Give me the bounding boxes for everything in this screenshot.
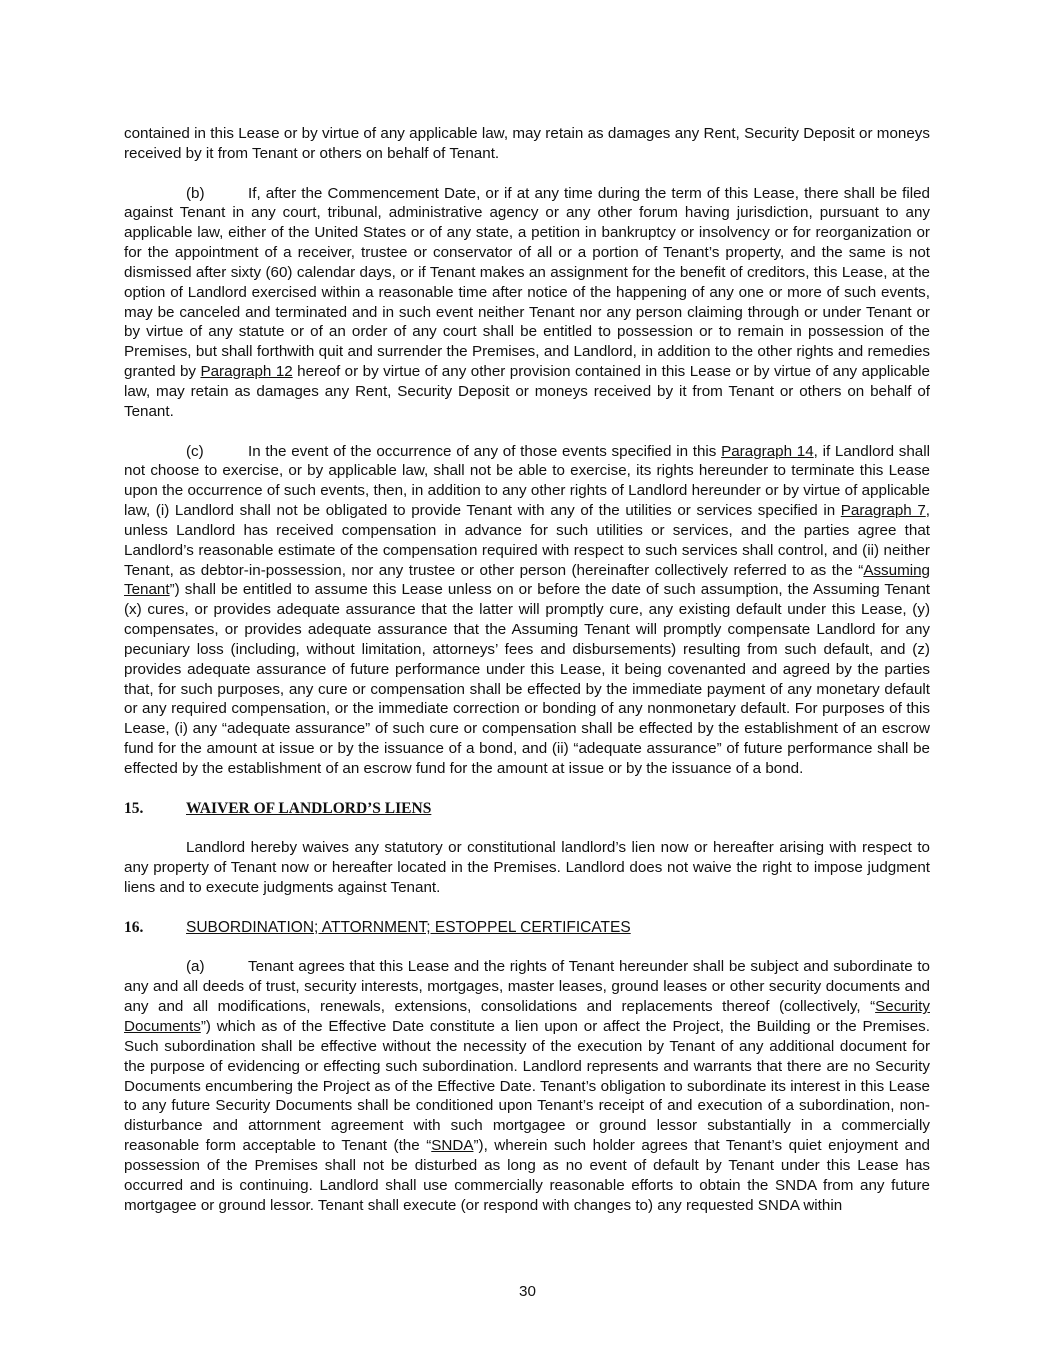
document-page [124,124,930,1235]
section-16-paragraph-a [124,957,930,1215]
assuming-tenant-term: Assuming Tenant [124,561,930,599]
paragraph-14-reference: Paragraph 14 [721,442,814,460]
paragraph-c-label: (c) [186,442,204,460]
paragraph-c-text-1: In the event of the occurrence of any of those events specified in this [248,442,722,460]
section-16-text-1: Tenant agrees that this Lease and the rights of Tenant hereunder shall be subject and subordinate to any and all deeds of trust, security interests, mortgages, master leases, ground leases or other security documents and any and all modifications, renewals, extensions, consolidations and replacements thereof (collectively, “ [124,958,930,1016]
section-15-number: 15. [124,799,144,817]
paragraph-b-label: (b) [186,184,205,202]
paragraph-a-continuation: contained in this Lease or by virtue of any applicable law, may retain as damages any Rent, Security Deposit or moneys received by it from Tenant or others on behalf of Tenant. [124,125,930,162]
section-15-body: Landlord hereby waives any statutory or constitutional landlord’s lien now or hereafter arising with respect to any property of Tenant now or hereafter located in the Premises. Landlord does not waive the right to impose judgment liens and to execute judgments against Tenant. [124,839,930,897]
paragraph-c [124,442,930,779]
section-16-heading [124,918,930,938]
snda-term: SNDA [431,1137,474,1155]
section-16-text-3: ”), wherein such holder agrees that Tenant’s quiet enjoyment and possession of the Premises shall not be disturbed as long as no event of default by Tenant under this Lease has occurred and is continuing. Landlord shall use commercially reasonable efforts to obtain the SNDA from any future mortgagee or ground lessor. Tenant shall execute (or respond with changes to) any requested SNDA within [124,1137,930,1214]
section-16-title: SUBORDINATION; ATTORNMENT; ESTOPPEL CERTIFICATES [186,918,631,936]
section-15-title: WAIVER OF LANDLORD’S LIENS [186,799,432,817]
paragraph-c-text-4: ”) shall be entitled to assume this Lease unless on or before the date of such assumption, the Assuming Tenant (x) cures, or provides adequate assurance that the latter will promptly cure, any existing default under this Lease, (y) compensates, or provides adequate assurance that the Assuming Tenant will promptly compensate Landlord for any pecuniary loss (including, without limitation, attorneys’ fees and disbursements) resulting from such default, and (z) provides adequate assurance of future performance under this Lease, it being covenanted and agreed by the parties that, for such purposes, any cure or compensation shall be effected by the immediate payment of any monetary default or any required compensation, or the immediate correction or bonding of any nonmonetary default. For purposes of this Lease, (i) any “adequate assurance” of such cure or compensation shall be effected by the establishment of an escrow fund for the amount at issue or by the issuance of a bond, and (ii) “adequate assurance” of future performance shall be effected by the establishment of an escrow fund for the amount at issue or by the issuance of a bond. [124,581,930,777]
page-number: 30 [519,1283,536,1300]
paragraph-b-text-2: hereof or by virtue of any other provision contained in this Lease or by virtue of any applicable law, may retain as damages any Rent, Security Deposit or moneys received by it from Tenant or others on behalf of Tenant. [124,363,930,420]
section-16-text-2: ”) which as of the Effective Date constitute a lien upon or affect the Project, the Building or the Premises. Such subordination shall be effective without the necessity of the execution by Tenant of any additional document for the purpose of evidencing or effecting such subordination. Landlord represents and warrants that there are no Security Documents encumbering the Project as of the Effective Date. Tenant’s obligation to subordinate its interest in this Lease to any future Security Documents shall be conditioned upon Tenant’s receipt of and execution of a subordination, non-disturbance and attornment agreement with such mortgagee or ground lessor substantially in a commercially reasonable form acceptable to Tenant (the “ [124,1017,930,1155]
paragraph-7-reference: Paragraph 7 [840,502,926,520]
section-16-paragraph-a-label: (a) [186,958,205,976]
section-16-number: 16. [124,918,144,936]
paragraph-c-text-2: , if Landlord shall not choose to exercise, or by applicable law, shall not be able to exercise, its rights hereunder to terminate this Lease upon the occurrence of such events, then, in addition to any other rights of Landlord hereunder or by virtue of applicable law, (i) Landlord shall not be obligated to provide Tenant with any of the utilities or services specified in [124,442,930,520]
paragraph-b-text-1: If, after the Commencement Date, or if at any time during the term of this Lease, there shall be filed against Tenant in any court, tribunal, administrative agency or any other forum having jurisdiction, pursuant to any applicable law, either of the United States or of any state, a petition in bankruptcy or insolvency or for reorganization or for the appointment of a receiver, trustee or conservator of all or a portion of Tenant’s property, and the same is not dismissed after sixty (60) calendar days, or if Tenant makes an assignment for the benefit of creditors, this Lease, at the option of Landlord exercised within a reasonable time after notice of the happening of any one or more of such events, may be canceled and terminated and in such event neither Tenant nor any person claiming through or under Tenant or by virtue of any statute or of an order of any court shall be entitled to possession or to remain in possession of the Premises, but shall forthwith quit and surrender the Premises, and Landlord, in addition to the other rights and remedies granted by [124,184,930,381]
paragraph-c-text-3: , unless Landlord has received compensation in advance for such utilities or services, and the parties agree that Landlord’s reasonable estimate of the compensation required with respect to such services shall control, and (ii) neither Tenant, as debtor-in-possession, nor any trustee or other person (hereinafter collectively referred to as the “ [124,502,931,579]
paragraph-12-reference: Paragraph 12 [200,363,293,381]
paragraph-b [124,184,930,422]
section-15-heading [124,799,930,819]
security-documents-term: Security Documents [124,998,930,1035]
